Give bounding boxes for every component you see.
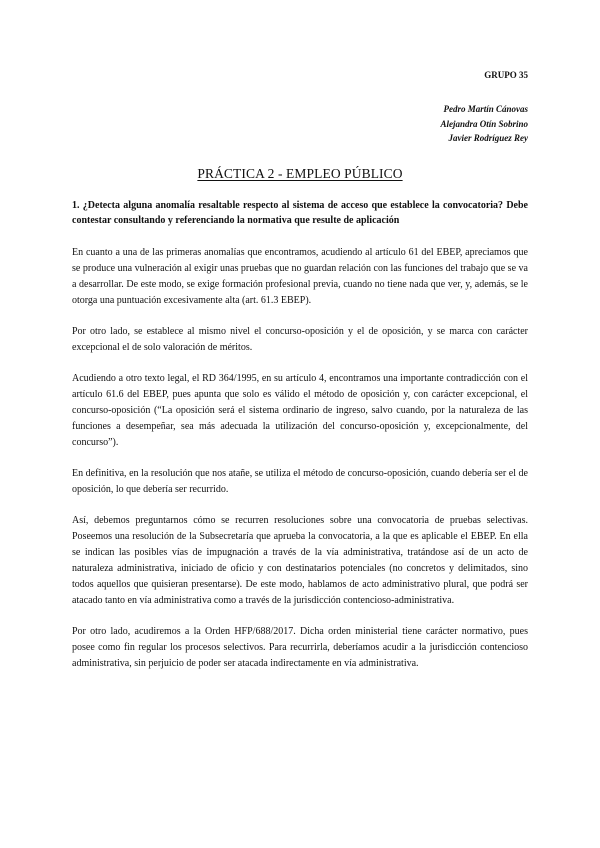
- body-paragraph: Acudiendo a otro texto legal, el RD 364/1995, en su artículo 4, encontramos una importante contradicción con el artículo 61.6 del EBEP, pues apunta que solo es válido el método de oposición y, con carácter excepcional, el concurso-oposición (“La oposición será el sistema ordinario de ingreso, salvo cuando, por la naturaleza de las funciones a desempeñar, sea más adecuada la utilización del concurso-oposición y, excepcionalmente, del concurso”).: [72, 372, 528, 448]
- body-paragraph: En definitiva, en la resolución que nos atañe, se utiliza el método de concurso-oposición, cuando debería ser el de oposición, lo que debería ser recurrido.: [72, 467, 528, 495]
- body-paragraph: Así, debemos preguntarnos cómo se recurren resoluciones sobre una convocatoria de pruebas selectivas. Poseemos una resolución de la Subsecretaría que aprueba la convocatoria, a la que es aplicable el EBEP. En ella se indican las posibles vías de impugnación a través de la vía administrativa, tratándose así de un acto de naturaleza administrativa, iniciado de oficio y con destinatarios potenciales (no concretos y delimitados, sino todos aquellos que quisieran presentarse). De este modo, hablamos de acto administrativo plural, que podrá ser atacado tanto en vía administrativa como a través de la jurisdicción contencioso-administrativa.: [72, 514, 528, 606]
- question-heading: 1. ¿Detecta alguna anomalía resaltable respecto al sistema de acceso que establece la convocatoria? Debe contestar consultando y referenciando la normativa que resulte de aplicación: [72, 199, 528, 226]
- body-paragraph: En cuanto a una de las primeras anomalías que encontramos, acudiendo al artículo 61 del EBEP, apreciamos que se produce una vulneración al exigir unas pruebas que no guardan relación con las funciones del trabajo que se va a desarrollar. De este modo, se exige formación profesional previa, cuando no tiene nada que ver, y, además, se le otorga una puntuación excesivamente alta (art. 61.3 EBEP).: [72, 246, 528, 306]
- author-name: Pedro Martín Cánovas: [443, 104, 528, 114]
- author-name: Javier Rodríguez Rey: [448, 133, 528, 143]
- author-list: [72, 102, 528, 146]
- author-name: Alejandra Otín Sobrino: [440, 118, 528, 129]
- group-label: GRUPO 35: [484, 70, 528, 80]
- body-paragraph: Por otro lado, se establece al mismo nivel el concurso-oposición y el de oposición, y se marca con carácter excepcional el de solo valoración de méritos.: [72, 325, 528, 353]
- body-paragraph: Por otro lado, acudiremos a la Orden HFP/688/2017. Dicha orden ministerial tiene carácter normativo, pues posee como fin regular los procesos selectivos. Para recurrirla, deberíamos acudir a la jurisdicción contencioso administrativa, sin perjuicio de poder ser atacada indirectamente en vía administrativa.: [72, 625, 528, 669]
- document-title: PRÁCTICA 2 - EMPLEO PÚBLICO: [197, 165, 403, 181]
